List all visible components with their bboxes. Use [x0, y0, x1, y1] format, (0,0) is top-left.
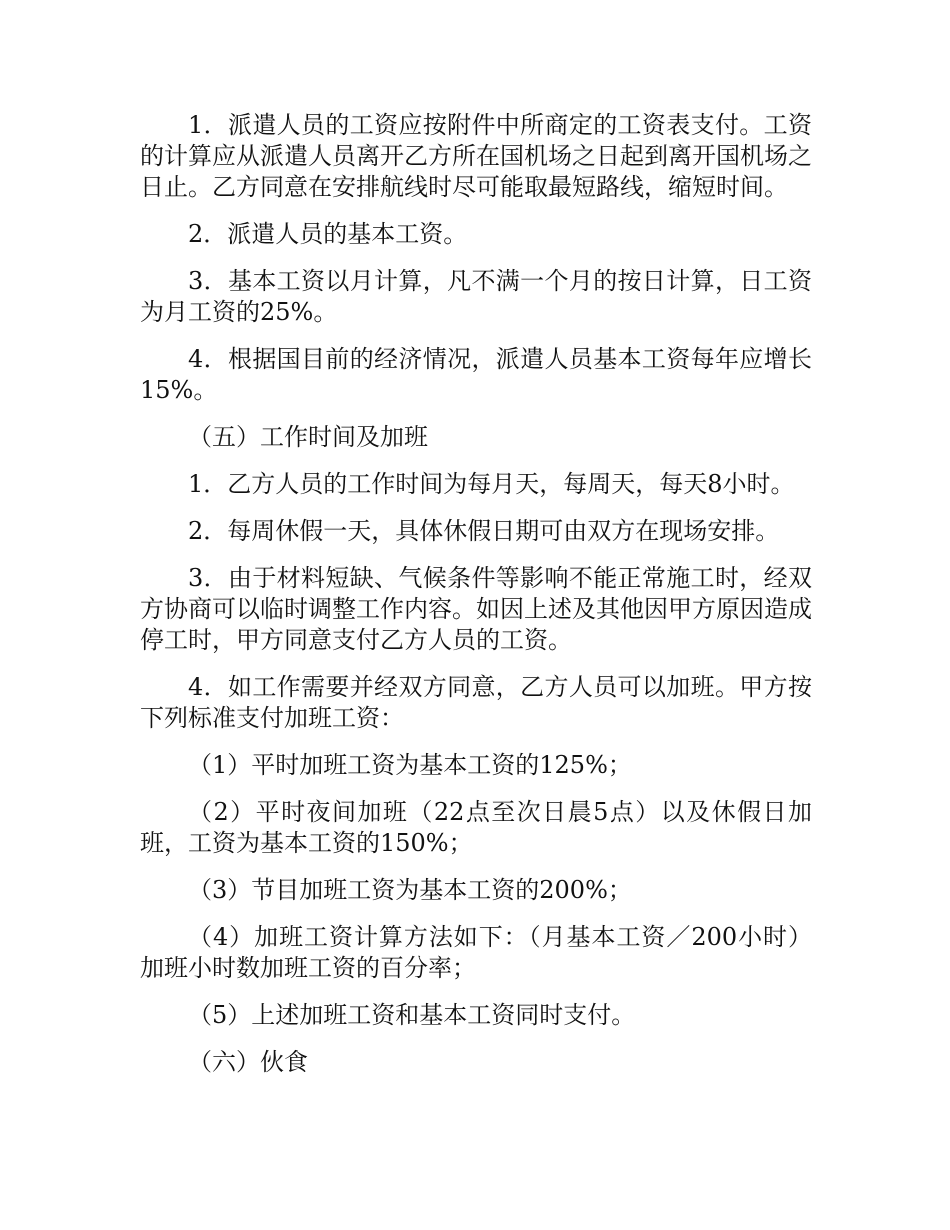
paragraph-overtime-agreement: 4．如工作需要并经双方同意，乙方人员可以加班。甲方按下列标准支付加班工资： — [140, 673, 812, 732]
paragraph-work-stoppage: 3．由于材料短缺、气候条件等影响不能正常施工时，经双方协商可以临时调整工作内容。如因上述及其他因甲方原因造成停工时，甲方同意支付乙方人员的工资。 — [140, 564, 812, 654]
paragraph-weekly-rest: 2．每周休假一天，具体休假日期可由双方在现场安排。 — [188, 517, 780, 545]
document-page — [140, 110, 812, 1078]
list-item-payment-timing: （5）上述加班工资和基本工资同时支付。 — [188, 1001, 636, 1029]
paragraph-basic-wage: 2．派遣人员的基本工资。 — [188, 220, 468, 248]
list-item-overtime-formula: （4）加班工资计算方法如下：（月基本工资／200小时）加班小时数加班工资的百分率； — [140, 923, 812, 982]
paragraph-working-time: 1．乙方人员的工作时间为每月天，每周天，每天8小时。 — [188, 470, 795, 498]
section-heading-working-hours: （五）工作时间及加班 — [188, 423, 428, 451]
section-heading-meals: （六）伙食 — [188, 1048, 308, 1076]
paragraph-annual-increase: 4．根据国目前的经济情况，派遣人员基本工资每年应增长15%。 — [140, 345, 812, 404]
list-item-holiday-overtime: （3）节目加班工资为基本工资的200%； — [188, 876, 632, 904]
paragraph-monthly-calculation: 3．基本工资以月计算，凡不满一个月的按日计算，日工资为月工资的25%。 — [140, 267, 812, 326]
list-item-regular-overtime: （1）平时加班工资为基本工资的125%； — [188, 751, 632, 779]
list-item-night-overtime: （2）平时夜间加班（22点至次日晨5点）以及休假日加班，工资为基本工资的150%； — [140, 798, 812, 857]
paragraph-wage-payment: 1．派遣人员的工资应按附件中所商定的工资表支付。工资的计算应从派遣人员离开乙方所在国机场之日起到离开国机场之日止。乙方同意在安排航线时尽可能取最短路线，缩短时间。 — [140, 111, 812, 201]
